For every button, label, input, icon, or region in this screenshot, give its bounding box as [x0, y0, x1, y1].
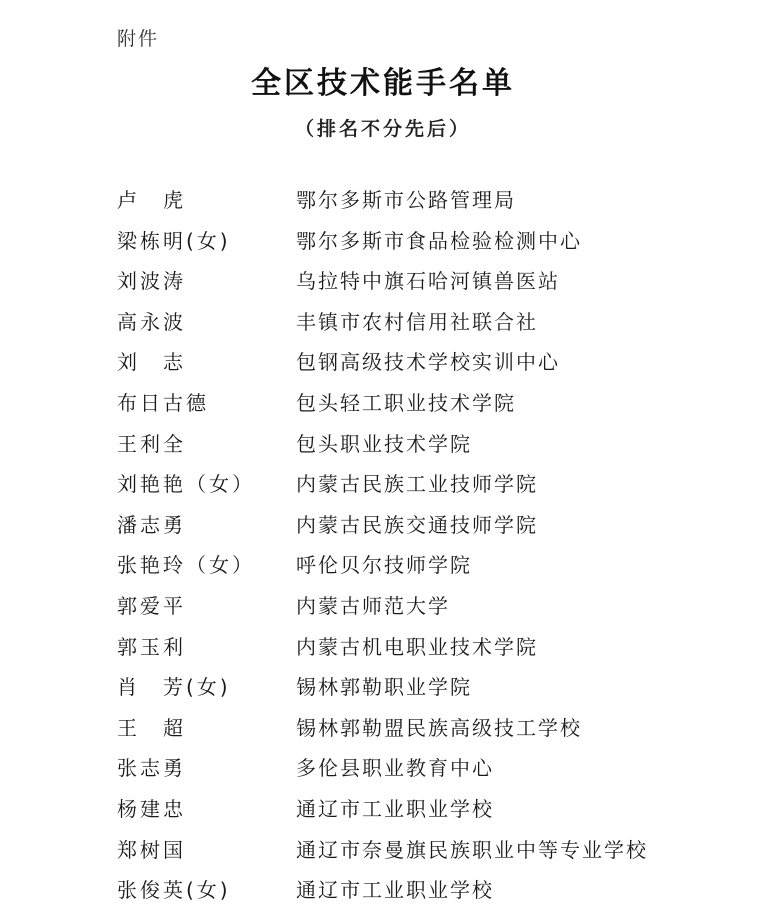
person-name: 郭爱平 — [117, 593, 186, 618]
list-item — [0, 793, 766, 834]
organization-name: 通辽市工业职业学校 — [296, 796, 494, 821]
organization-name: 内蒙古机电职业技术学院 — [296, 634, 538, 659]
list-item — [0, 509, 766, 550]
organization-name: 通辽市工业职业学校 — [296, 878, 494, 903]
organization-name: 鄂尔多斯市食品检验检测中心 — [296, 228, 582, 253]
organization-name: 锡林郭勒职业学院 — [296, 675, 472, 700]
list-item — [0, 265, 766, 306]
organization-name: 包头轻工职业技术学院 — [296, 390, 516, 415]
organization-name: 内蒙古师范大学 — [296, 593, 450, 618]
person-name: 王 超 — [117, 715, 186, 740]
roster-list — [0, 184, 766, 915]
person-name: 张艳玲（女） — [117, 553, 255, 578]
attachment-label: 附件 — [117, 28, 160, 50]
person-name: 杨建忠 — [117, 796, 186, 821]
list-item — [0, 387, 766, 428]
person-name: 梁栋明(女) — [117, 228, 231, 253]
person-name: 刘 志 — [117, 350, 186, 375]
list-item — [0, 549, 766, 590]
organization-name: 乌拉特中旗石哈河镇兽医站 — [296, 269, 560, 294]
list-item — [0, 874, 766, 915]
organization-name: 包钢高级技术学校实训中心 — [296, 350, 560, 375]
list-item — [0, 590, 766, 631]
organization-name: 锡林郭勒盟民族高级技工学校 — [296, 715, 582, 740]
organization-name: 内蒙古民族交通技师学院 — [296, 512, 538, 537]
organization-name: 包头职业技术学院 — [296, 431, 472, 456]
organization-name: 丰镇市农村信用社联合社 — [296, 309, 538, 334]
list-item — [0, 468, 766, 509]
list-item — [0, 428, 766, 469]
list-item — [0, 834, 766, 875]
list-item — [0, 346, 766, 387]
person-name: 高永波 — [117, 309, 186, 334]
list-item — [0, 225, 766, 266]
person-name: 卢 虎 — [117, 188, 186, 212]
organization-name: 内蒙古民族工业技师学院 — [296, 472, 538, 497]
document-title: 全区技术能手名单 — [251, 66, 515, 101]
person-name: 郭玉利 — [117, 634, 186, 659]
person-name: 刘波涛 — [117, 269, 186, 294]
person-name: 潘志勇 — [117, 512, 186, 537]
person-name: 布日古德 — [117, 390, 209, 415]
person-name: 郑树国 — [117, 837, 186, 862]
list-item — [0, 184, 766, 225]
list-item — [0, 631, 766, 672]
list-item — [0, 306, 766, 347]
list-item — [0, 712, 766, 753]
document-subtitle: （排名不分先后） — [294, 118, 471, 140]
person-name: 刘艳艳（女） — [117, 472, 255, 497]
list-item — [0, 752, 766, 793]
person-name: 肖 芳(女) — [117, 675, 231, 700]
list-item — [0, 671, 766, 712]
organization-name: 呼伦贝尔技师学院 — [296, 553, 472, 578]
organization-name: 多伦县职业教育中心 — [296, 756, 494, 781]
organization-name: 鄂尔多斯市公路管理局 — [296, 188, 516, 212]
person-name: 张俊英(女) — [117, 878, 231, 903]
person-name: 王利全 — [117, 431, 186, 456]
person-name: 张志勇 — [117, 756, 186, 781]
organization-name: 通辽市奈曼旗民族职业中等专业学校 — [296, 837, 648, 862]
